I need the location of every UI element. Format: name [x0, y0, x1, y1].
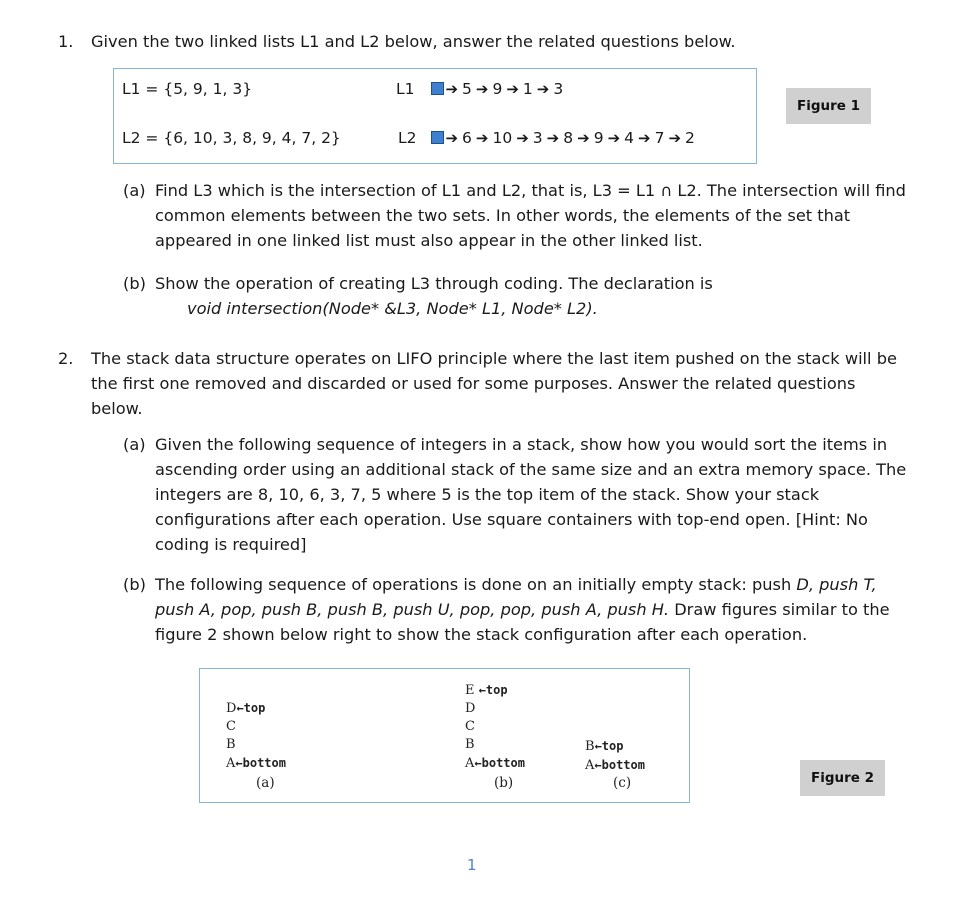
stack-a-item: B [226, 737, 236, 752]
stack-b-item: C [465, 719, 475, 734]
q1b-tag: (b) [123, 274, 146, 293]
question-1-number: 1. [58, 32, 74, 51]
q2a-line-2: ascending order using an additional stack of the same size and an extra memory space. The [155, 460, 907, 479]
l1-linked-list [396, 80, 567, 98]
arrow-icon: ➔ [668, 129, 682, 147]
stack-b-item: B [465, 737, 475, 752]
l1-node-value: 1 [522, 80, 533, 98]
arrow-icon: ➔ [607, 129, 621, 147]
l1-label: L1 [396, 80, 415, 98]
stack-a [226, 699, 286, 773]
q2b-line-2-text: Draw figures similar to the [669, 600, 890, 619]
stack-b-caption: (b) [494, 775, 514, 791]
l2-node-value: 10 [492, 129, 513, 147]
l1-node-value: 5 [462, 80, 472, 98]
l1-node-value: 3 [553, 80, 564, 98]
l1-definition: L1 = {5, 9, 1, 3} [122, 80, 253, 98]
stack-c-caption: (c) [613, 775, 632, 791]
figure-2-label: Figure 2 [800, 760, 885, 796]
question-2-number: 2. [58, 349, 74, 368]
q2b-line-1-ops: D, push T, [796, 575, 877, 594]
head-node-icon [431, 82, 444, 95]
l2-node-value: 4 [624, 129, 635, 147]
arrow-icon: ➔ [475, 80, 489, 98]
l2-node-value: 2 [685, 129, 695, 147]
stack-b-top: E ←top [465, 683, 508, 698]
arrow-icon: ➔ [577, 129, 590, 147]
arrow-icon: ➔ [445, 129, 459, 147]
figure-1-label: Figure 1 [786, 88, 871, 124]
q1a-line-1: Find L3 which is the intersection of L1 and L2, that is, L3 = L1 ∩ L2. The intersection will find [155, 181, 906, 200]
q2b-line-3: figure 2 shown below right to show the stack configuration after each operation. [155, 625, 808, 644]
q2a-line-3: integers are 8, 10, 6, 3, 7, 5 where 5 is the top item of the stack. Show your stack [155, 485, 820, 504]
l2-definition: L2 = {6, 10, 3, 8, 9, 4, 7, 2} [122, 129, 341, 147]
l2-label: L2 [398, 129, 417, 147]
q2a-line-5: coding is required] [155, 535, 307, 554]
question-1-text: Given the two linked lists L1 and L2 below, answer the related questions below. [91, 32, 736, 51]
q2b-line-1 [155, 572, 877, 597]
arrow-icon: ➔ [536, 80, 550, 98]
q2a-line-1: Given the following sequence of integers in a stack, show how you would sort the items in [155, 435, 888, 454]
question-2-line-3: below. [91, 399, 143, 418]
arrow-icon: ➔ [475, 129, 489, 147]
q2a-tag: (a) [123, 435, 146, 454]
q2b-line-2 [155, 597, 890, 622]
stack-a-caption: (a) [256, 775, 275, 791]
page-number: 1 [467, 856, 477, 874]
arrow-icon: ➔ [506, 80, 519, 98]
stack-a-item: C [226, 719, 236, 734]
q1a-line-3: appeared in one linked list must also appear in the other linked list. [155, 231, 703, 250]
stack-a-top: D←top [226, 701, 266, 716]
question-2-line-2: the first one removed and discarded or used for some purposes. Answer the related questions [91, 374, 856, 393]
q1b-line-1: Show the operation of creating L3 through coding. The declaration is [155, 274, 713, 293]
q1b-declaration: void intersection(Node* &L3, Node* L1, Node* L2). [187, 299, 598, 318]
question-2-line-1: The stack data structure operates on LIFO principle where the last item pushed on the stack will be [91, 349, 897, 368]
q2a-line-4: configurations after each operation. Use square containers with top-end open. [Hint: No [155, 510, 868, 529]
stack-b-item: D [465, 701, 476, 716]
arrow-icon: ➔ [516, 129, 529, 147]
arrow-icon: ➔ [546, 129, 560, 147]
q1a-line-2: common elements between the two sets. In other words, the elements of the set that [155, 206, 851, 225]
l2-node-value: 8 [563, 129, 574, 147]
stack-b-bottom: A←bottom [465, 756, 525, 771]
q1a-tag: (a) [123, 181, 146, 200]
stack-c-top: B←top [585, 739, 624, 754]
stack-b [465, 681, 525, 773]
l2-node-value: 6 [462, 129, 472, 147]
l2-node-value: 9 [593, 129, 604, 147]
arrow-icon: ➔ [638, 129, 651, 147]
q2b-line-1-text: The following sequence of operations is done on an initially empty stack: push [155, 575, 797, 594]
l2-node-value: 7 [654, 129, 665, 147]
stack-c [585, 737, 645, 775]
stack-a-bottom: A←bottom [226, 756, 286, 771]
l2-node-value: 3 [532, 129, 543, 147]
l2-linked-list [398, 129, 699, 147]
q2b-line-2-ops: push A, pop, push B, push B, push U, pop, pop, push A, push H. [155, 600, 670, 619]
stack-c-bottom: A←bottom [585, 758, 645, 773]
q2b-tag: (b) [123, 575, 146, 594]
arrow-icon: ➔ [445, 80, 459, 98]
head-node-icon [431, 131, 444, 144]
l1-node-value: 9 [492, 80, 503, 98]
